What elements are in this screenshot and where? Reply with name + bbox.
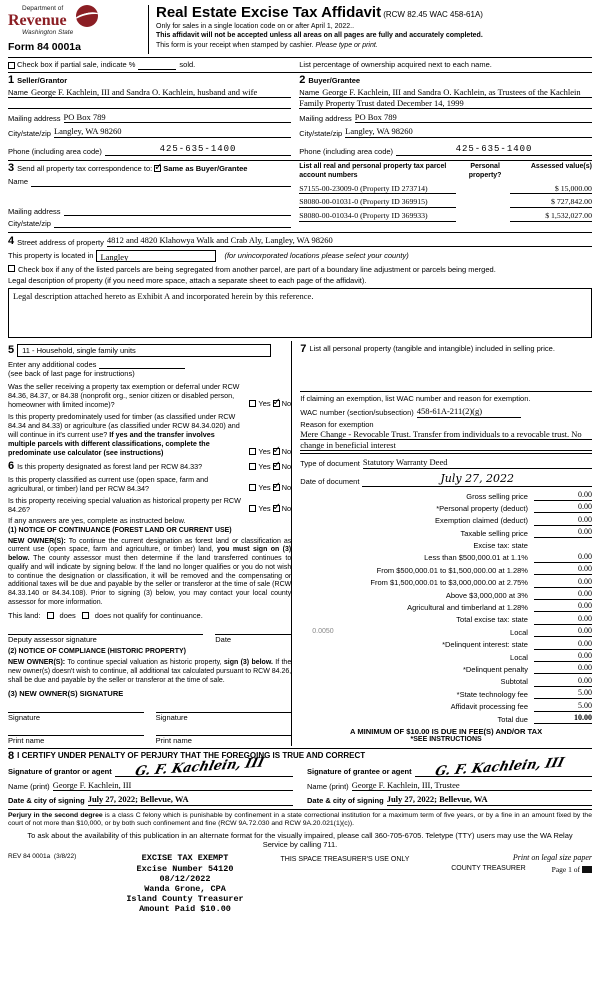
bottom-right-block <box>420 853 592 874</box>
tax-line-label: Less than $500,000.01 at 1.1% <box>424 553 528 563</box>
seller-name-label: Name <box>8 87 29 97</box>
tax-line <box>300 674 592 686</box>
this-land-label: This land: <box>8 610 41 620</box>
correspondence-name-field[interactable] <box>31 186 291 187</box>
tax-line-value[interactable]: 5.00 <box>534 701 592 712</box>
seller-name-field[interactable] <box>8 87 291 109</box>
n2-lead: NEW OWNER(S): <box>8 659 66 667</box>
grantee-signature-label: Signature of grantee or agent <box>307 767 412 777</box>
tax-line <box>300 637 592 649</box>
section-8-number: 8 <box>8 749 15 762</box>
tax-line-prefix: 0.0050 <box>312 628 334 636</box>
tax-line-label: From $1,500,000.01 to $3,000,000.00 at 2.75% <box>370 578 528 588</box>
notice-continuance-title: (1) NOTICE OF CONTINUANCE (FOREST LAND OR CURRENT USE) <box>8 526 232 534</box>
q6-2-yes-checkbox[interactable] <box>249 484 256 491</box>
county-treasurer-label: COUNTY TREASURER <box>451 865 526 873</box>
perjury-text: is a class C felony which is punishable by confinement in a state correctional institution for a maximum term of five years, or by a fine in an amount fixed by the court of not more than $10,000, or by both such confinement and fine (RCW 9A.72.030 and RCW 9A.20.021(1)(c)). <box>8 811 592 828</box>
does-not-label: does not qualify for continuance. <box>94 610 203 620</box>
tax-line <box>300 501 592 513</box>
historic-property-question <box>8 496 291 514</box>
q5-2-bold: If yes and the transfer involves multiple parcels with different classifications, complete the predominate use calculator (see instructions) <box>8 429 215 457</box>
tax-line-label: *State technology fee <box>456 689 528 699</box>
perjury-bold: Perjury in the second degree <box>8 811 103 819</box>
parcel-number-field[interactable]: S8080-00-01034-0 (Property ID 369933) <box>299 211 456 222</box>
seller-phone-field[interactable]: 425-635-1400 <box>105 144 291 156</box>
section-property-location <box>8 233 592 340</box>
current-use-question <box>8 475 291 493</box>
buyer-name-label: Name <box>299 87 320 97</box>
tax-line <box>300 526 592 538</box>
buyer-city-field[interactable]: Langley, WA 98260 <box>345 126 592 138</box>
stamp-line-5: Island County Treasurer <box>126 894 244 905</box>
tax-line <box>300 575 592 587</box>
section-5-number: 5 <box>8 343 15 356</box>
same-as-buyer-label: Same as Buyer/Grantee <box>163 164 248 174</box>
section-certification <box>8 749 592 810</box>
header-note-3 <box>156 42 592 51</box>
yes-label: Yes <box>258 399 271 409</box>
section-buyer <box>291 75 592 157</box>
tax-line-label: Local <box>510 627 528 637</box>
segregated-label: Check box if any of the listed parcels are being segregated from another parcel, are part of a boundary line adjustment or parcels being merged. <box>18 265 496 274</box>
location-select[interactable]: Langley <box>96 250 216 262</box>
doc-type-field[interactable]: Statutory Warranty Deed <box>363 457 592 469</box>
tax-computation <box>300 489 592 724</box>
buyer-phone-field[interactable]: 425-635-1400 <box>396 144 592 156</box>
reason-exemption-label: Reason for exemption <box>300 419 374 429</box>
street-address-field[interactable]: 4812 and 4820 Klahowya Walk and Crab Aly, Langley, WA 98260 <box>107 235 592 247</box>
if-yes-note: If any answers are yes, complete as instructed below. <box>8 515 186 525</box>
correspondence-city-field[interactable] <box>54 227 291 228</box>
alternate-format-note: To ask about the availability of this publication in an alternate format for the visually impaired, please call 360-705-6705. Teletype (TTY) users may use the WA Relay Service by calling 711. <box>27 830 573 850</box>
forest-land-question <box>8 461 291 472</box>
correspondence-address-field[interactable] <box>64 215 292 216</box>
rcw-reference: (RCW 82.45 WAC 458-61A) <box>383 10 483 19</box>
parcel-rows <box>299 184 592 222</box>
partial-percent-field[interactable] <box>138 61 176 70</box>
subheader-row <box>8 60 592 72</box>
seller-phone-label: Phone (including area code) <box>8 146 102 156</box>
tax-line-label: *Personal property (deduct) <box>436 503 528 513</box>
tax-line-label: Total excise tax: state <box>456 615 528 625</box>
form-header <box>8 5 592 58</box>
grantee-date-city-field[interactable]: July 27, 2022; Bellevue, WA <box>387 794 592 806</box>
tax-line <box>300 625 592 637</box>
n2-t1: To continue special valuation as historic property, <box>65 659 224 667</box>
seller-city-field[interactable]: Langley, WA 98260 <box>54 126 291 138</box>
header-note-2: This affidavit will not be accepted unless all areas on all pages are fully and accurately completed. <box>156 32 483 40</box>
parcel-number-field[interactable]: S8080-00-01031-0 (Property ID 369915) <box>299 197 456 208</box>
q6-1-yesno <box>249 462 291 471</box>
stamp-line-3: 08/12/2022 <box>159 873 211 884</box>
wac-number-field[interactable]: 458-61A-211(2)(g) <box>417 406 521 418</box>
n2-bold: sign (3) below. <box>223 659 273 667</box>
partial-sale-checkbox[interactable] <box>8 62 15 69</box>
buyer-address-field[interactable]: PO Box 789 <box>355 112 592 124</box>
correspondence-city-label: City/state/zip <box>8 219 51 228</box>
tax-line-label: Gross selling price <box>466 491 528 501</box>
grantor-name-print-label: Name (print) <box>8 781 50 791</box>
grantee-signature-field[interactable] <box>415 755 592 780</box>
tax-line-value[interactable]: 0.00 <box>534 502 592 513</box>
see-back-note: (see back of last page for instructions) <box>8 369 135 379</box>
tax-line <box>300 712 592 724</box>
grantee-date-city-label: Date & city of signing <box>307 796 384 806</box>
notice-compliance-body <box>8 659 291 685</box>
see-instructions-note: *SEE INSTRUCTIONS <box>410 736 482 744</box>
tax-line-value[interactable]: 0.00 <box>534 663 592 674</box>
legal-size-note: Print on legal size paper <box>512 853 592 863</box>
buyer-city-label: City/state/zip <box>299 128 343 138</box>
section-2-number: 2 <box>299 73 306 86</box>
rev-no: REV 84 0001a <box>8 853 51 861</box>
land-use-code-select[interactable]: 11 - Household, single family units <box>17 344 271 357</box>
parcel-row <box>299 197 592 208</box>
stamp-line-4: Wanda Grone, CPA <box>144 884 226 895</box>
exemption-intro: If claiming an exemption, list WAC number and reason for exemption. <box>300 393 531 403</box>
signature-label: Signature <box>8 712 41 722</box>
tax-line <box>300 699 592 711</box>
tax-line-label: Above $3,000,000 at 3% <box>445 590 528 600</box>
page-title: Real Estate Excise Tax Affidavit <box>156 4 382 21</box>
unincorporated-note: (for unincorporated locations please select your county) <box>224 251 409 261</box>
tax-line-value[interactable]: 0.00 <box>534 577 592 588</box>
header-note-1: Only for sales in a single location code on or after April 1, 2022.. <box>156 22 355 30</box>
tax-line-value[interactable]: 0.00 <box>534 490 592 501</box>
tax-line-label: Subtotal <box>500 677 528 687</box>
q5-2-yes-checkbox[interactable] <box>249 448 256 455</box>
exemption-deferral-text: Was the seller receiving a property tax exemption or deferral under RCW 84.36, 84.37, or 84.38 (nonprofit org., senior citizen or disabled person, homeowner with limited income)? <box>8 381 240 409</box>
tax-line <box>300 550 592 562</box>
parcel-row <box>299 211 592 222</box>
correspondence-name-label: Name <box>8 177 29 187</box>
tax-line-label: Affidavit processing fee <box>450 702 528 712</box>
reason-exemption-field[interactable]: Mere Change - Revocable Trust. Transfer from individuals to a revocable trust. No change in beneficial interest <box>300 429 592 451</box>
new-owners-signature-title: (3) NEW OWNER(S) SIGNATURE <box>8 689 124 699</box>
seller-address-field[interactable]: PO Box 789 <box>64 112 292 124</box>
assessed-value-field[interactable]: $ 1,532,027.00 <box>510 211 592 222</box>
grantor-signature-field[interactable] <box>115 755 293 780</box>
page-of-text: Page 1 of <box>551 865 580 875</box>
n2-t2: If the new owner(s) doesn't wish to continue, all additional tax calculated pursuant to RCW 84.26, shall be due and payable by the seller or transferor at the time of sale. <box>8 659 292 684</box>
tax-line <box>300 563 592 575</box>
exemption-deferral-question <box>8 382 291 409</box>
new-owner-printname-row <box>8 735 291 745</box>
parcel-col-header: List all real and personal property tax parcel account numbers <box>299 163 447 179</box>
correspondence-parcels-row <box>8 161 592 233</box>
correspondence-label: Send all property tax correspondence to: <box>17 164 153 174</box>
tax-line <box>300 600 592 612</box>
no-label: No <box>281 462 292 472</box>
tax-line-label: Local <box>510 652 528 662</box>
yes-label: Yes <box>258 462 271 472</box>
buyer-name-value: George F. Kachlein, III and Sandra O. Kachlein, as Trustees of the Kachlein Family Property Trust dated December 14, 1999 <box>299 86 581 108</box>
minimum-due-note: A MINIMUM OF $10.00 IS DUE IN FEE(S) AND/OR TAX <box>350 726 543 736</box>
ownership-note: List percentage of ownership acquired next to each name. <box>299 60 492 70</box>
buyer-address-label: Mailing address <box>299 114 352 123</box>
section-correspondence <box>8 163 291 228</box>
tax-line-value[interactable]: 5.00 <box>534 688 592 699</box>
land-qualify-row <box>8 611 291 620</box>
grantee-name-print-label: Name (print) <box>307 781 349 791</box>
tax-line-value[interactable]: 0.00 <box>534 626 592 637</box>
correspondence-address-label: Mailing address <box>8 206 61 216</box>
no-label: No <box>281 483 292 493</box>
stamp-line-1: EXCISE TAX EXEMPT <box>141 853 229 864</box>
section-seller <box>8 75 291 157</box>
tax-line-label: Agricultural and timberland at 1.28% <box>407 603 528 613</box>
q6-2-no-checkbox[interactable] <box>273 484 280 491</box>
personal-property-field[interactable] <box>300 355 592 389</box>
grantor-name-field[interactable]: George F. Kachlein, III <box>53 780 293 792</box>
tax-line-label: Taxable selling price <box>460 528 528 538</box>
partial-sale-label: Check box if partial sale, indicate % <box>17 60 136 70</box>
rev-date: (3/8/22) <box>53 853 77 861</box>
stamp-line-2: Excise Number 54120 <box>136 863 234 874</box>
no-label: No <box>281 447 292 457</box>
grantee-signature-scrawl: G. F. Kachlein, III <box>433 755 566 780</box>
no-label: No <box>281 504 292 514</box>
doc-date-label: Date of document <box>300 477 360 487</box>
signature-label: Signature <box>155 712 188 722</box>
parcel-number-field[interactable]: S7155-00-23009-0 (Property ID 273714) <box>299 184 456 195</box>
q5-1-no-checkbox[interactable] <box>273 400 280 407</box>
seller-name-value: George F. Kachlein, III and Sandra O. Kachlein, husband and wife <box>31 86 258 97</box>
tax-line-value[interactable]: 0.00 <box>534 589 592 600</box>
page-number-mark <box>582 866 592 873</box>
section-7-number: 7 <box>300 342 307 355</box>
q5-1-yes-checkbox[interactable] <box>249 400 256 407</box>
q6-3-no-checkbox[interactable] <box>273 505 280 512</box>
section-3-number: 3 <box>8 162 15 175</box>
personal-property-intro: List all personal property (tangible and intangible) included in selling price. <box>309 343 555 353</box>
q6-1-yes-checkbox[interactable] <box>249 463 256 470</box>
tax-line-value[interactable]: 0.00 <box>534 676 592 687</box>
seller-address-label: Mailing address <box>8 114 61 123</box>
title-block <box>148 5 592 54</box>
bottom-strip <box>8 853 592 914</box>
print-name-label: Print name <box>155 736 192 746</box>
tax-line-value[interactable]: 0.00 <box>534 614 592 625</box>
treasurer-stamp <box>100 853 270 914</box>
notice-continuance-body <box>8 538 291 608</box>
grantor-date-city-field[interactable]: July 27, 2022; Bellevue, WA <box>88 794 293 806</box>
q6-3-yesno <box>249 504 291 513</box>
tax-line-value[interactable]: 0.00 <box>534 564 592 575</box>
n1-t1: To continue the current designation as forest land or classification as current use (open space, farm and agriculture, or timber) land, <box>8 537 292 554</box>
tax-line-value[interactable]: 0.00 <box>534 639 592 650</box>
tax-line-label: *Delinquent penalty <box>462 664 528 674</box>
header-note-3b: Please type or print. <box>315 42 378 49</box>
sections-5-6-7 <box>8 341 592 749</box>
page-number-label <box>552 865 592 874</box>
doc-date-field[interactable]: July 27, 2022 <box>362 472 592 487</box>
tax-line-label: Total due <box>497 714 528 724</box>
tax-line-label: Exemption claimed (deduct) <box>435 516 528 526</box>
tax-line-value[interactable]: 0.00 <box>534 601 592 612</box>
tax-line <box>300 513 592 525</box>
q5-2-normal: Is this property predominately used for timber (as classified under RCW 84.34 and 84.33) or agriculture (as classified under RCW 84.34.020) and will continue in it's current use? <box>8 411 240 439</box>
section-7-column <box>291 341 592 746</box>
left-column <box>8 341 291 746</box>
timber-agriculture-question <box>8 412 291 457</box>
tax-line <box>300 650 592 662</box>
assessed-value-field[interactable]: $ 727,842.00 <box>510 197 592 208</box>
assessed-value-field[interactable]: $ 15,000.00 <box>510 184 592 195</box>
wac-number-label: WAC number (section/subsection) <box>300 408 414 418</box>
buyer-name-field[interactable] <box>299 87 592 109</box>
parcel-table <box>291 163 592 228</box>
legal-description-label: Legal description of property (if you need more space, attach a separate sheet to each page of the affidavit). <box>8 276 367 286</box>
does-label: does <box>59 610 76 620</box>
deputy-date-label: Date <box>215 635 232 644</box>
buyer-phone-label: Phone (including area code) <box>299 146 394 156</box>
seller-buyer-row <box>8 73 592 162</box>
forest-land-text: Is this property designated as forest land per RCW 84.33? <box>17 461 203 471</box>
n1-t2: The county assessor must then determine if the land transferred continues to qualify and will indicate by signing below. If the land no longer qualifies or you do not wish to continue the designation or classification, it will be removed and the compensating or additional taxes will be due and payable by the seller or transferor at the time of sale (RCW 84.33.140 or 84.34.108). Prior to signing (3) below, you may contact your local county assessor for more information. <box>8 555 292 606</box>
q5-2-no-checkbox[interactable] <box>273 448 280 455</box>
grantor-signature-scrawl: G. F. Kachlein, III <box>133 755 266 780</box>
n1-bold: you must sign on (3) below. <box>8 546 292 563</box>
same-as-buyer-checkbox[interactable] <box>154 165 161 172</box>
deputy-signature-label: Deputy assessor signature <box>8 635 97 644</box>
grantee-name-field[interactable]: George F. Kachlein, III, Trustee <box>352 780 592 792</box>
located-in-label: This property is located in <box>8 251 94 261</box>
no-label: No <box>281 399 292 409</box>
tax-line <box>300 489 592 501</box>
yes-label: Yes <box>258 447 271 457</box>
legal-description-value: Legal description attached hereto as Exhibit A and incorporated herein by this reference. <box>13 290 314 301</box>
revenue-logo-block <box>8 5 148 54</box>
tax-line <box>300 662 592 674</box>
partial-sale-row <box>8 60 291 69</box>
tax-line-value[interactable]: 10.00 <box>534 713 592 724</box>
rev-number <box>8 853 100 861</box>
q6-2-yesno <box>249 483 291 492</box>
tax-line-label: From $500,000.01 to $1,500,000.00 at 1.28% <box>376 565 528 575</box>
tax-line-label: Excise tax: state <box>473 541 528 551</box>
section-6-number: 6 <box>8 459 15 472</box>
personal-property-col-header: Personal property? <box>468 163 502 179</box>
certify-statement: I CERTIFY UNDER PENALTY OF PERJURY THAT THE FOREGOING IS TRUE AND CORRECT <box>17 751 366 760</box>
does-not-checkbox[interactable] <box>82 612 89 619</box>
tax-line-label: *Delinquent interest: state <box>442 640 528 650</box>
treasurer-use-only-label: THIS SPACE TREASURER'S USE ONLY <box>280 856 410 864</box>
n1-lead: NEW OWNER(S): <box>8 537 66 545</box>
tax-line <box>300 687 592 699</box>
revenue-seal-icon <box>76 5 98 27</box>
new-owner-signature-row <box>8 712 291 722</box>
sold-label: sold. <box>179 60 196 70</box>
stamp-line-6: Amount Paid $10.00 <box>139 904 231 915</box>
yes-label: Yes <box>258 483 271 493</box>
parcel-table-header <box>299 163 592 181</box>
q6-3-yes-checkbox[interactable] <box>249 505 256 512</box>
tax-line <box>300 588 592 600</box>
tax-line <box>300 612 592 624</box>
washington-state-label: Washington State <box>22 29 74 37</box>
parcel-row <box>299 184 592 195</box>
legal-description-field[interactable] <box>8 288 592 338</box>
doc-type-label: Type of document <box>300 459 360 469</box>
historic-property-text: Is this property receiving special valuation as historical property per RCW 84.26? <box>8 495 241 514</box>
street-address-label: Street address of property <box>17 237 104 247</box>
print-name-label: Print name <box>8 736 45 746</box>
seller-city-label: City/state/zip <box>8 128 51 138</box>
q5-1-yesno <box>249 399 291 408</box>
yes-label: Yes <box>258 504 271 514</box>
q6-1-no-checkbox[interactable] <box>273 463 280 470</box>
segregated-checkbox[interactable] <box>8 265 15 272</box>
tax-line-value[interactable]: 0.00 <box>534 651 592 662</box>
grantor-signature-label: Signature of grantor or agent <box>8 767 112 777</box>
header-note-3a: This form is your receipt when stamped by cashier. <box>156 42 316 49</box>
notice-compliance-title: (2) NOTICE OF COMPLIANCE (HISTORIC PROPERTY) <box>8 648 186 656</box>
perjury-note <box>8 812 592 829</box>
current-use-text: Is this property classified as current use (open space, farm and agricultural, or timber) land per RCW 84.34? <box>8 474 209 493</box>
buyer-heading: Buyer/Grantee <box>308 75 361 85</box>
section-1-number: 1 <box>8 73 15 86</box>
q5-2-yesno <box>249 447 291 456</box>
tax-line-value[interactable]: 0.00 <box>534 515 592 526</box>
tax-line-value[interactable]: 0.00 <box>534 552 592 563</box>
timber-agriculture-text <box>8 412 246 457</box>
assessed-value-col-header: Assessed value(s) <box>530 163 592 171</box>
revenue-wordmark: Revenue <box>8 12 67 30</box>
tax-line <box>300 538 592 550</box>
grantor-date-city-label: Date & city of signing <box>8 796 85 806</box>
seller-heading: Seller/Grantor <box>17 75 68 85</box>
does-checkbox[interactable] <box>47 612 54 619</box>
dept-text <box>8 5 73 37</box>
section-4-number: 4 <box>8 235 15 247</box>
deputy-assessor-row <box>8 634 291 644</box>
form-number: Form 84 0001a <box>8 41 81 54</box>
additional-codes-label: Enter any additional codes <box>8 359 97 369</box>
tax-line-value[interactable]: 0.00 <box>534 527 592 538</box>
dept-of-label: Department of <box>22 5 64 12</box>
